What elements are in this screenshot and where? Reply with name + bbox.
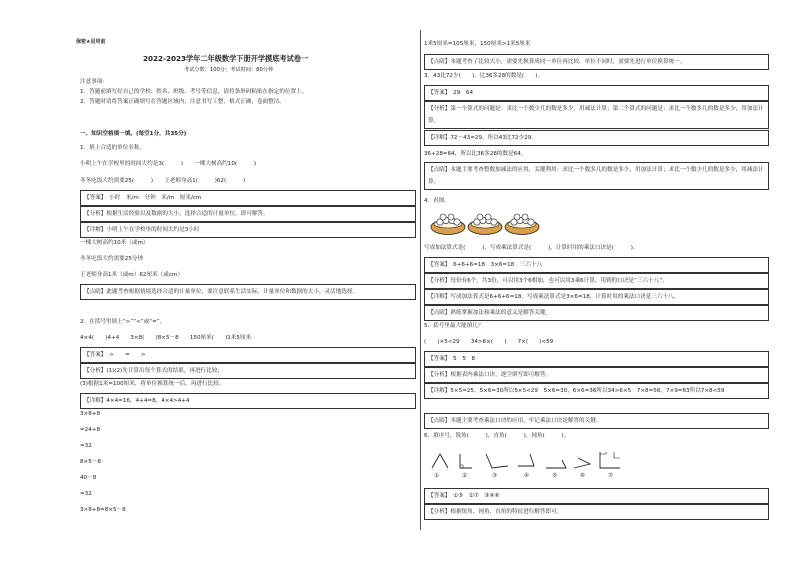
note-1: 1．答题前填写好自己的学校、姓名、班级、考号等信息，请将条形码粘贴在指定的位置上。 [80, 89, 308, 95]
notes-heading: 注意事项： [80, 79, 108, 85]
question-5-a: ( )×5<29 34>6×( ) 7×( )<59 [424, 339, 554, 345]
fruit-plates-figure [430, 208, 540, 236]
q2-step-2: =24+8 [80, 427, 101, 433]
q2-step-3: =32 [80, 443, 92, 449]
q2-step-1: 3×8+8 [80, 411, 101, 417]
angle-label-1: ① [434, 473, 440, 479]
angle-4-shape [518, 454, 534, 466]
angle-figures [430, 446, 630, 484]
note-2: 2．答题时请将答案正确填写在答题区域内，注意书写工整，格式正确，卷面整洁。 [80, 99, 285, 105]
angle-1-shape [432, 454, 448, 468]
angle-label-5: ⑤ [552, 473, 558, 479]
angle-6-shape [574, 458, 590, 468]
q2-step-6: =32 [80, 491, 92, 497]
question-2-a: 4×4( )4+4 3×8( )8×5－8 150厘米( )1米5厘米 [80, 335, 252, 341]
q4-comment: 【点睛】熟练掌握加法和乘法的意义是解答关键。 [424, 305, 769, 321]
q5-analysis: 【分析】根据表内乘法口诀，逐空填写即可解答。 [424, 367, 769, 383]
question-5: 5．括号里最大能填几？ [424, 323, 484, 329]
fruit-plate-2 [468, 214, 502, 235]
q1-detail-line-1: 一棵大树高约10米（或m） [80, 240, 149, 246]
q4-analysis: 【分析】每份有6个，共3份，可以用3个6相加，也可以用3乘6计算，用到的口诀是“三六十八”。 [424, 273, 769, 289]
right-column [424, 0, 769, 562]
q3-detail-line-1: 36+28=64，所以比36多28的数是64。 [424, 151, 527, 157]
q2-step-7: 3×8+8=8×5－8 [80, 507, 126, 513]
q2-step-5: 40－8 [80, 475, 97, 481]
question-2: 2．在括号里填上“>”“<”或“=”。 [80, 319, 166, 325]
secret-label: 保密★启用前 [76, 39, 106, 45]
q3-analysis: 【分析】第一个算式的问题是：求比一个数少几的数是多少，用减法计算；第二个算式的问题是：求比一个数多几的数是多少，用加法计算。 [424, 101, 769, 129]
q2-step-4: 8×5－8 [80, 459, 101, 465]
column-divider [420, 30, 421, 530]
angle-label-7: ⑦ [608, 473, 614, 479]
question-6: 6．填序号，锐角( )，直角( )，钝角( )。 [424, 433, 570, 439]
angle-label-6: ⑥ [580, 473, 586, 479]
q1-analysis: 【分析】根据生活经验以及数据的大小，选择合适的计量单位，即可解答。 [80, 206, 416, 222]
exam-info: 考试分数：100分；考试时间：80分钟 [184, 67, 274, 73]
q3-comment: 【点睛】本题主要考查整数加减法的应用，关键利用：求比一个数多几的数是多少，用加法计算；求比一个数少几的数是多少，用减法计算。 [424, 162, 769, 190]
q2-detail-continued: 1米5厘米=105厘米，150厘米>1米5厘米 [424, 41, 531, 47]
section-1-heading: 一、知识空格填一填。(每空1分，共35分) [80, 131, 187, 137]
q2-detail: 【详解】4×4=16，4+4=8，4×4>4+4 [80, 393, 416, 409]
q3-detail: 【详解】72－43=29，所以43比72少29。 [424, 130, 769, 146]
q1-comment: 【点睛】此题考查根据情境选择合适的计量单位，要注意联系生活实际、计量单位和数据的大小，灵活地选择。 [80, 284, 416, 300]
angle-5-shape [546, 460, 566, 468]
question-4: 4．看图。 [424, 198, 450, 204]
angle-label-3: ③ [492, 473, 498, 479]
angle-3-shape [486, 454, 508, 468]
q5-detail: 【详解】5×5=25，5×6=30所以5×5<29 5×6=30，6×6=36所以34>6×5 7×8=56，7×9=63所以7×8<59 [424, 383, 769, 399]
q6-answer: 【答案】 ①⑤ ②⑦ ③④⑥ [424, 488, 769, 504]
q2-comment: 【点睛】本题考查了比较大小，需要先换算成同一单位再比较，单位不同时，需要先进行单位换算统一。 [424, 54, 769, 70]
q5-answer: 【答案】 5 5 8 [424, 351, 769, 367]
question-4-a: 写成加法算式是( )，写成乘法算式是( )，计算时用的乘法口诀是( )。 [424, 245, 639, 251]
question-1-a: 小明上午在学校里的时间大约是3( ) 一棵大树高约10( ) [80, 161, 257, 167]
q1-answer: 【答案】 小时 米/m 分钟 米/m 厘米/cm [80, 190, 416, 206]
q3-answer: 【答案】 29 64 [424, 85, 769, 101]
q4-answer: 【答案】 6+6+6=18 3×6=18 三六十八 [424, 257, 769, 273]
fruit-plate-3 [505, 214, 539, 235]
fruit-plate-1 [431, 214, 465, 235]
q2-analysis: 【分析】(1)(2)先计算出每个算式的结果，再进行比较； [80, 363, 416, 379]
q6-analysis: 【分析】根据锐角、钝角、直角的特征进行解答即可。 [424, 504, 769, 520]
question-1: 1．填上合适的单位名称。 [80, 145, 146, 151]
q1-detail: 【详解】小明上午在学校里的时间大约是3小时 [80, 222, 416, 238]
page-title: 2022-2023学年二年级数学下册开学摸底考试卷一 [143, 54, 309, 63]
q1-detail-line-2: 冬冬吃饭大约需要25分钟 [80, 256, 144, 262]
q1-detail-line-3: 王老师身高1米（或m）62厘米（或cm） [80, 272, 183, 278]
angle-label-4: ④ [524, 473, 530, 479]
angle-2-shape [460, 454, 472, 468]
q2-answer: 【答案】 > = > [80, 347, 416, 363]
q5-comment: 【点睛】本题主要考查乘法口诀的应用，牢记乘法口诀是解答的关键。 [424, 413, 769, 429]
question-1-b: 冬冬吃饭大约需要25( ) 王老师身高1( )62( ) [80, 178, 246, 184]
question-3: 3．43比72少( )，比36多28的数是( )。 [424, 73, 544, 79]
angle-label-2: ② [462, 473, 468, 479]
angle-7-shape [600, 452, 620, 468]
left-column [76, 0, 416, 562]
q4-detail: 【详解】写成加法算式是6+6+6=18，写成乘法算式是3×6=18，计算时用的乘法口诀是三六十八。 [424, 289, 769, 305]
q2-analysis-line-2: (3)根据1米=100厘米，将单位换算统一后，再进行比较。 [80, 381, 225, 387]
